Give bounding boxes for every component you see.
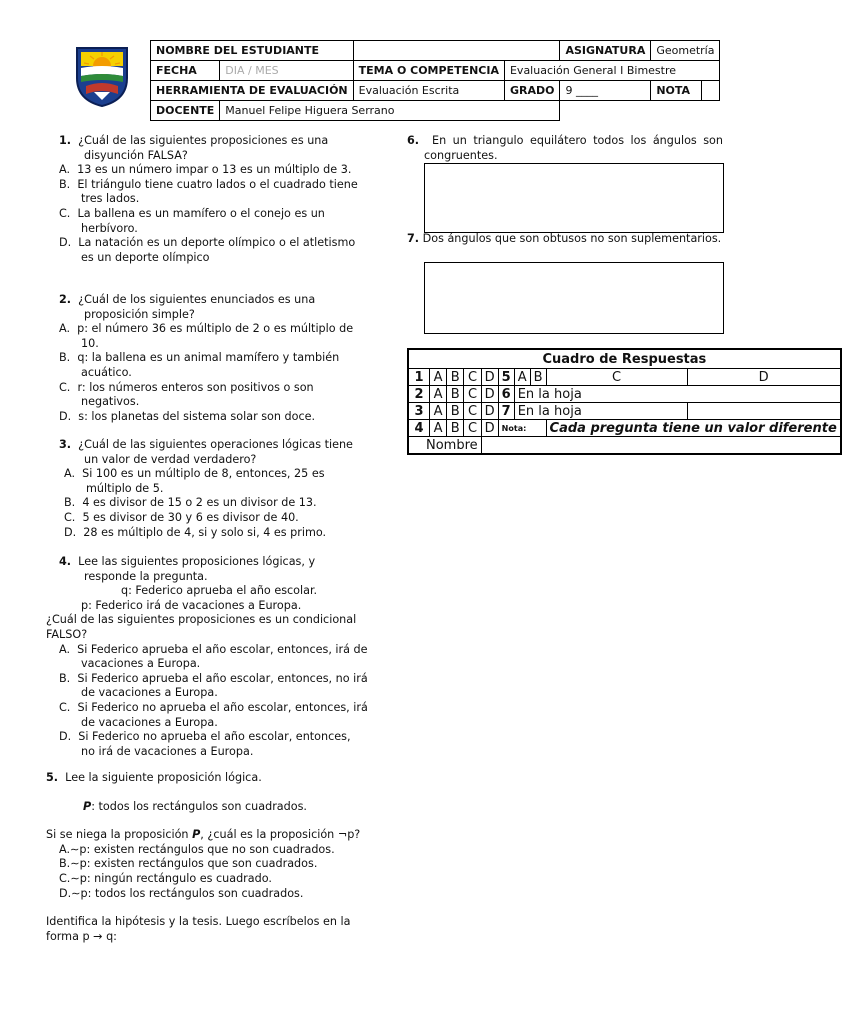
q6-answer-box[interactable] [424,163,724,233]
name-field[interactable] [481,437,841,455]
note-text: Cada pregunta tiene un valor diferente [546,420,841,437]
student-field[interactable] [353,41,560,61]
row-number: 7 [498,403,514,420]
topic-value: Evaluación General I Bimestre [504,61,719,81]
q1-option-a[interactable]: A. 13 es un número impar o 13 es un múltiplo de 3. [59,163,352,177]
q7-number: 7. [407,232,420,245]
student-label: NOMBRE DEL ESTUDIANTE [151,41,354,61]
q5-number: 5. [46,771,59,784]
score-field[interactable] [702,81,720,101]
grade-label: GRADO [504,81,560,101]
q1-option-b[interactable]: B. El triángulo tiene cuatro lados o el cuadrado tiene tres lados. [59,177,358,206]
q3-option-b[interactable]: B. 4 es divisor de 15 o 2 es un divisor de 13. [64,496,317,510]
name-label: Nombre [408,437,481,455]
question-2 [46,293,366,424]
answer-cell-1c[interactable]: C [464,369,481,386]
grade-value[interactable]: 9 ____ [560,81,651,101]
score-label: NOTA [651,81,702,101]
answer-cell-7-end [687,403,841,420]
teacher-label: DOCENTE [151,101,220,121]
q5-footer: Identifica la hipótesis y la tesis. Luego escríbelos en la forma p → q: [46,915,351,943]
answer-cell-5b[interactable]: B [530,369,546,386]
question-1 [46,134,366,265]
answer-cell-6: En la hoja [514,386,841,403]
answer-cell-1b[interactable]: B [447,369,464,386]
subject-value: Geometría [651,41,720,61]
answer-cell-4c[interactable]: C [464,420,481,437]
school-shield-logo [74,44,130,108]
q4-number: 4. [59,555,72,568]
q4-prop-q: q: Federico aprueba el año escolar. [121,584,318,598]
tool-label: HERRAMIENTA DE EVALUACIÓN [151,81,354,101]
q3-option-d[interactable]: D. 28 es múltiplo de 4, si y solo si, 4 es primo. [64,525,327,539]
q2-text: ¿Cuál de los siguientes enunciados es una proposición simple? [78,293,316,321]
question-5 [46,771,368,944]
q5-option-a[interactable]: A.∼p: existen rectángulos que no son cuadrados. [59,842,335,856]
answer-cell-3b[interactable]: B [447,403,464,420]
answer-cell-2a[interactable]: A [430,386,447,403]
row-number: 6 [498,386,514,403]
header-blank [560,101,720,121]
q1-text: ¿Cuál de las siguientes proposiciones es una disyunción FALSA? [78,134,329,162]
topic-label: TEMA O COMPETENCIA [353,61,504,81]
q5-option-c[interactable]: C.∼p: ningún rectángulo es cuadrado. [59,871,272,885]
q5-negation-post: , ¿cuál es la proposición ¬p? [200,828,361,842]
q2-number: 2. [59,293,72,306]
q7-answer-box[interactable] [424,262,724,334]
q3-text: ¿Cuál de las siguientes operaciones lógicas tiene un valor de verdad verdadero? [78,438,353,466]
answer-cell-2d[interactable]: D [481,386,498,403]
nota-label: Nota: [498,420,546,437]
tool-value: Evaluación Escrita [353,81,504,101]
q5-option-d[interactable]: D.∼p: todos los rectángulos son cuadrados. [59,886,304,900]
q4-prop-p: p: Federico irá de vacaciones a Europa. [81,598,302,612]
header-table [150,40,720,121]
answer-cell-2b[interactable]: B [447,386,464,403]
row-number: 3 [408,403,430,420]
answer-cell-1d[interactable]: D [481,369,498,386]
answer-cell-1a[interactable]: A [430,369,447,386]
answer-cell-3d[interactable]: D [481,403,498,420]
q6-number: 6. [407,134,420,147]
q2-option-a[interactable]: A. p: el número 36 es múltiplo de 2 o es múltiplo de 10. [59,322,354,350]
q5-prop-text: : todos los rectángulos son cuadrados. [91,799,307,813]
q3-number: 3. [59,438,72,451]
q5-prop-letter: P [83,799,92,813]
date-field[interactable]: DIA / MES [220,61,353,81]
question-7 [407,232,723,247]
q5-option-b[interactable]: B.∼p: existen rectángulos que son cuadrados. [59,857,318,871]
answer-cell-3a[interactable]: A [430,403,447,420]
question-6 [407,134,723,163]
question-4 [46,555,368,759]
q7-text: Dos ángulos que son obtusos no son suplementarios. [422,232,722,245]
q5-negation-pre: Si se niega la proposición [46,828,193,842]
q4-option-c[interactable]: C. Si Federico no aprueba el año escolar, entonces, irá de vacaciones a Europa. [59,700,368,729]
q4-option-d[interactable]: D. Si Federico no aprueba el año escolar, entonces, no irá de vacaciones a Europa. [59,730,351,758]
answer-cell-4a[interactable]: A [430,420,447,437]
row-number: 5 [498,369,514,386]
answer-cell-3c[interactable]: C [464,403,481,420]
answer-cell-4d[interactable]: D [481,420,498,437]
answer-table [407,348,842,455]
q3-option-a[interactable]: A. Si 100 es un múltiplo de 8, entonces, 25 es múltiplo de 5. [64,467,325,495]
q5-text: Lee la siguiente proposición lógica. [65,771,262,784]
q2-option-c[interactable]: C. r: los números enteros son positivos o son negativos. [59,380,314,409]
q1-option-c[interactable]: C. La ballena es un mamífero o el conejo es un herbívoro. [59,206,325,235]
q1-number: 1. [59,134,72,147]
question-3 [46,438,366,540]
answer-cell-7: En la hoja [514,403,687,420]
q4-text: Lee las siguientes proposiciones lógicas, y responde la pregunta. [78,555,316,583]
q3-option-c[interactable]: C. 5 es divisor de 30 y 6 es divisor de 40. [64,510,299,524]
answer-cell-5d[interactable]: D [687,369,841,386]
q4-question: ¿Cuál de las siguientes proposiciones es un condicional FALSO? [46,613,357,641]
answer-cell-4b[interactable]: B [447,420,464,437]
q1-option-d[interactable]: D. La natación es un deporte olímpico o el atletismo es un deporte olímpico [59,236,356,264]
answer-cell-5a[interactable]: A [514,369,530,386]
q2-option-d[interactable]: D. s: los planetas del sistema solar son doce. [59,409,316,423]
answer-table-title: Cuadro de Respuestas [408,349,841,369]
row-number: 4 [408,420,430,437]
q5-negation-letter: P [192,828,201,842]
q4-option-a[interactable]: A. Si Federico aprueba el año escolar, entonces, irá de vacaciones a Europa. [59,642,368,671]
q6-text: En un triangulo equilátero todos los ángulos son congruentes. [424,134,723,162]
q2-option-b[interactable]: B. q: la ballena es un animal mamífero y también acuático. [59,351,340,379]
q4-option-b[interactable]: B. Si Federico aprueba el año escolar, entonces, no irá de vacaciones a Europa. [59,671,368,700]
teacher-value: Manuel Felipe Higuera Serrano [220,101,560,121]
subject-label: ASIGNATURA [560,41,651,61]
row-number: 1 [408,369,430,386]
answer-cell-2c[interactable]: C [464,386,481,403]
date-label: FECHA [151,61,220,81]
answer-cell-5c[interactable]: C [546,369,687,386]
row-number: 2 [408,386,430,403]
